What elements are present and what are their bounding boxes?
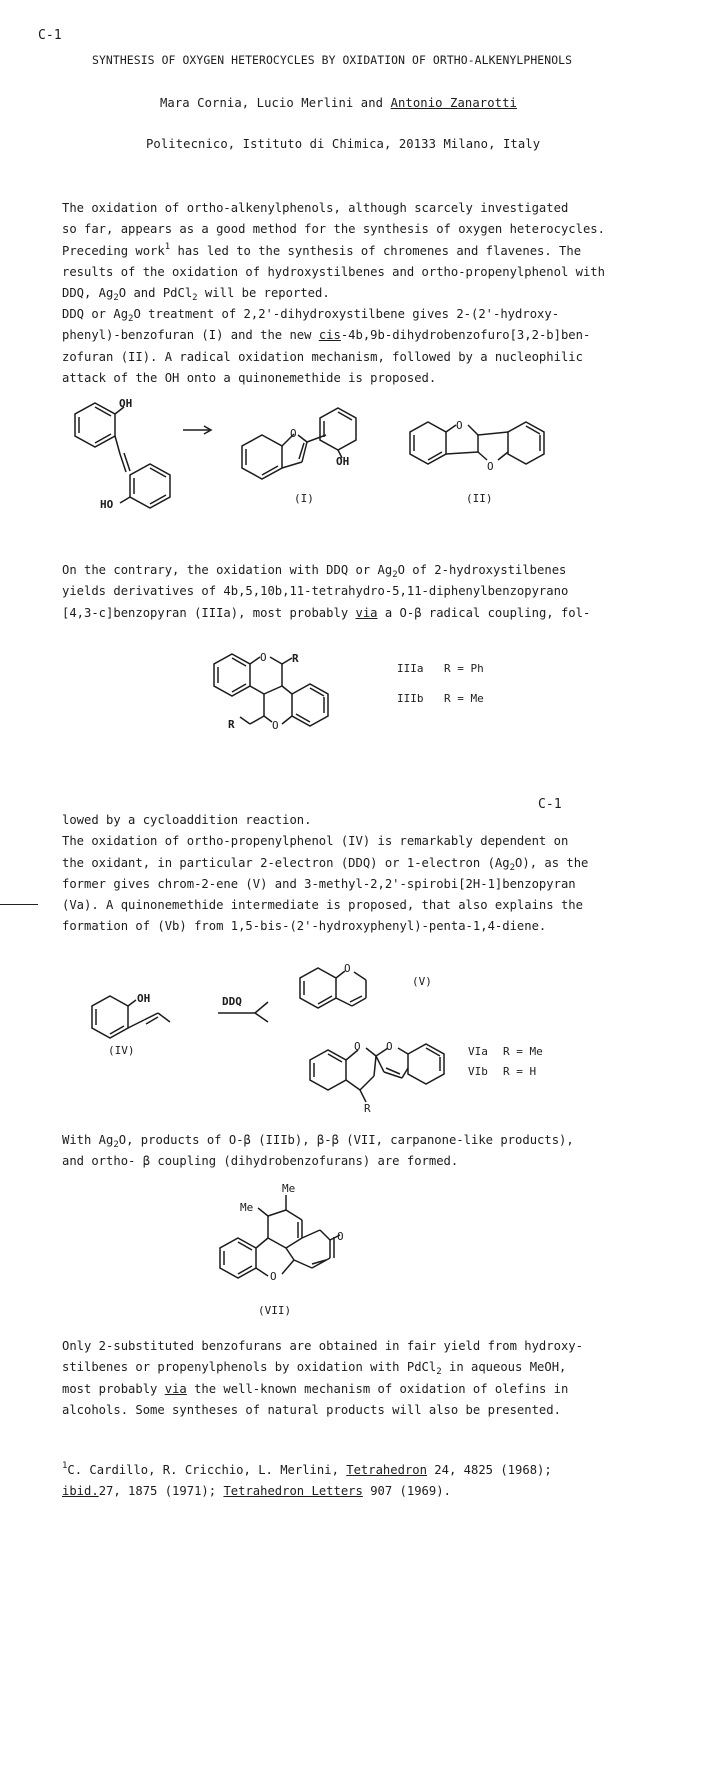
text-line: phenyl)-benzofuran (I) and the new cis-4b,9b-dihydrobenzofuro[3,2-b]ben- [62, 328, 591, 343]
text-line: formation of (Vb) from 1,5-bis-(2'-hydroxyphenyl)-penta-1,4-diene. [62, 919, 547, 934]
text-line: Only 2-substituted benzofurans are obtained in fair yield from hydroxy- [62, 1339, 583, 1353]
scheme-3-propenylphenol-oxidation [0, 950, 704, 1120]
scheme-1-stilbene-oxidation [0, 380, 704, 520]
scheme-4-carpanone-like-product [0, 1178, 704, 1338]
o-label: O [260, 651, 267, 664]
substituent-vib: R = H [503, 1065, 537, 1078]
me-label: Me [282, 1182, 296, 1195]
affiliation: Politecnico, Istituto di Chimica, 20133 Milano, Italy [146, 137, 541, 151]
o-label: O [270, 1270, 277, 1283]
text-line: The oxidation of ortho-propenylphenol (IV) is remarkably dependent on [62, 834, 569, 849]
oh-label: OH [119, 397, 133, 410]
o-label: O [272, 719, 279, 732]
substituent-iiia: R = Ph [444, 662, 484, 675]
scheme-2-benzopyranobenzopyran [0, 630, 704, 740]
oh-label: OH [336, 455, 350, 468]
r-label: R [228, 718, 235, 731]
o-label: O [290, 427, 297, 440]
text-line: On the contrary, the oxidation with DDQ or $Ag_2O$ of 2-hydroxystilbenes [62, 563, 567, 580]
text-line: zofuran (II). A radical oxidation mechanism, followed by a nucleophilic [62, 349, 583, 364]
compound-label-via: VIa [468, 1045, 488, 1058]
o-label: O [337, 1230, 344, 1243]
footnote-ref: 1 [164, 241, 171, 252]
abstract-paragraph-6 [62, 1336, 647, 1421]
text-line: attack of the OH onto a quinonemethide is proposed. [62, 370, 437, 385]
text-line: results of the oxidation of hydroxystilbenes and ortho-propenylphenol with [62, 264, 605, 279]
compound-label-vib: VIb [468, 1065, 488, 1078]
abstract-paragraph-4 [62, 810, 647, 938]
o-label: O [354, 1040, 361, 1053]
o-label: O [487, 460, 494, 473]
text-line: With $Ag_2O$, products of O-β (IIIb), β-β (VII, carpanone-like products), [62, 1133, 574, 1150]
page-code-top: C-1 [38, 28, 62, 43]
o-label: O [456, 419, 463, 432]
abstract-paragraph-3 [62, 560, 647, 624]
compound-label-vii: (VII) [258, 1304, 292, 1317]
oh-label: OH [137, 992, 151, 1005]
text-line: most probably via the well-known mechanism of oxidation of olefins in [62, 1381, 569, 1396]
compound-label-i: (I) [294, 492, 314, 505]
text-line: and ortho- β coupling (dihydrobenzofurans) are formed. [62, 1154, 459, 1169]
margin-mark [0, 904, 38, 905]
compound-label-iiib: IIIb [397, 692, 424, 705]
abstract-paragraph-2 [62, 304, 647, 389]
ho-label: HO [100, 498, 114, 511]
text-line: yields derivatives of 4b,5,10b,11-tetrahydro-5,11-diphenylbenzopyrano [62, 584, 569, 599]
text-line: DDQ or $Ag_2O$ treatment of 2,2'-dihydroxystilbene gives 2-(2'-hydroxy- [62, 307, 560, 324]
substituent-iiib: R = Me [444, 692, 484, 705]
text-line: former gives chrom-2-ene (V) and 3-methyl-2,2'-spirobi[2H-1]benzopyran [62, 876, 576, 891]
authors-presenting: Antonio Zanarotti [390, 96, 517, 110]
r-label: R [364, 1102, 371, 1115]
abstract-paragraph-1 [62, 198, 647, 304]
text-line: DDQ, $Ag_2O$ and PdCl$_2$ will be reported. [62, 286, 330, 304]
text-line: so far, appears as a good method for the synthesis of oxygen heterocycles. [62, 222, 605, 237]
text-line: The oxidation of ortho-alkenylphenols, although scarcely investigated [62, 201, 569, 215]
text-line: the oxidant, in particular 2-electron (DDQ) or 1-electron $(Ag_2O)$, as the [62, 855, 589, 873]
o-label: O [386, 1040, 393, 1053]
r-label: R [292, 652, 299, 665]
author-line [160, 96, 517, 110]
abstract-paragraph-5 [62, 1130, 647, 1173]
authors-first: Mara Cornia, Lucio Merlini and [160, 96, 391, 110]
text-line: alcohols. Some syntheses of natural products will also be presented. [62, 1402, 561, 1417]
substituent-via: R = Me [503, 1045, 543, 1058]
compound-label-iv: (IV) [108, 1044, 135, 1057]
text-line: [4,3-c]benzopyran (IIIa), most probably via a O-β radical coupling, fol- [62, 605, 591, 620]
page-code-mid: C-1 [538, 797, 562, 812]
me-label: Me [240, 1201, 254, 1214]
text-line: $^1$C. Cardillo, R. Cricchio, L. Merlini, Tetrahedron 24, 4825 (1968); [62, 1461, 552, 1477]
text-line: (Va). A quinonemethide intermediate is proposed, that also explains the [62, 898, 583, 913]
reagent-ddq: DDQ [222, 995, 242, 1008]
compound-label-ii: (II) [466, 492, 493, 505]
paper-title: SYNTHESIS OF OXYGEN HETEROCYCLES BY OXIDATION OF ORTHO-ALKENYLPHENOLS [92, 53, 573, 67]
text-line: Preceding work$^1$ has led to the synthesis of chromenes and flavenes. The [62, 241, 582, 258]
o-label: O [344, 962, 351, 975]
footnote [62, 1460, 647, 1503]
text-line: lowed by a cycloaddition reaction. [62, 813, 312, 827]
text-line: ibid.27, 1875 (1971); Tetrahedron Letters 907 (1969). [62, 1484, 451, 1499]
compound-label-v: (V) [412, 975, 432, 988]
text-line: stilbenes or propenylphenols by oxidation with PdCl$_2$ in aqueous MeOH, [62, 1360, 567, 1378]
compound-label-iiia: IIIa [397, 662, 424, 675]
